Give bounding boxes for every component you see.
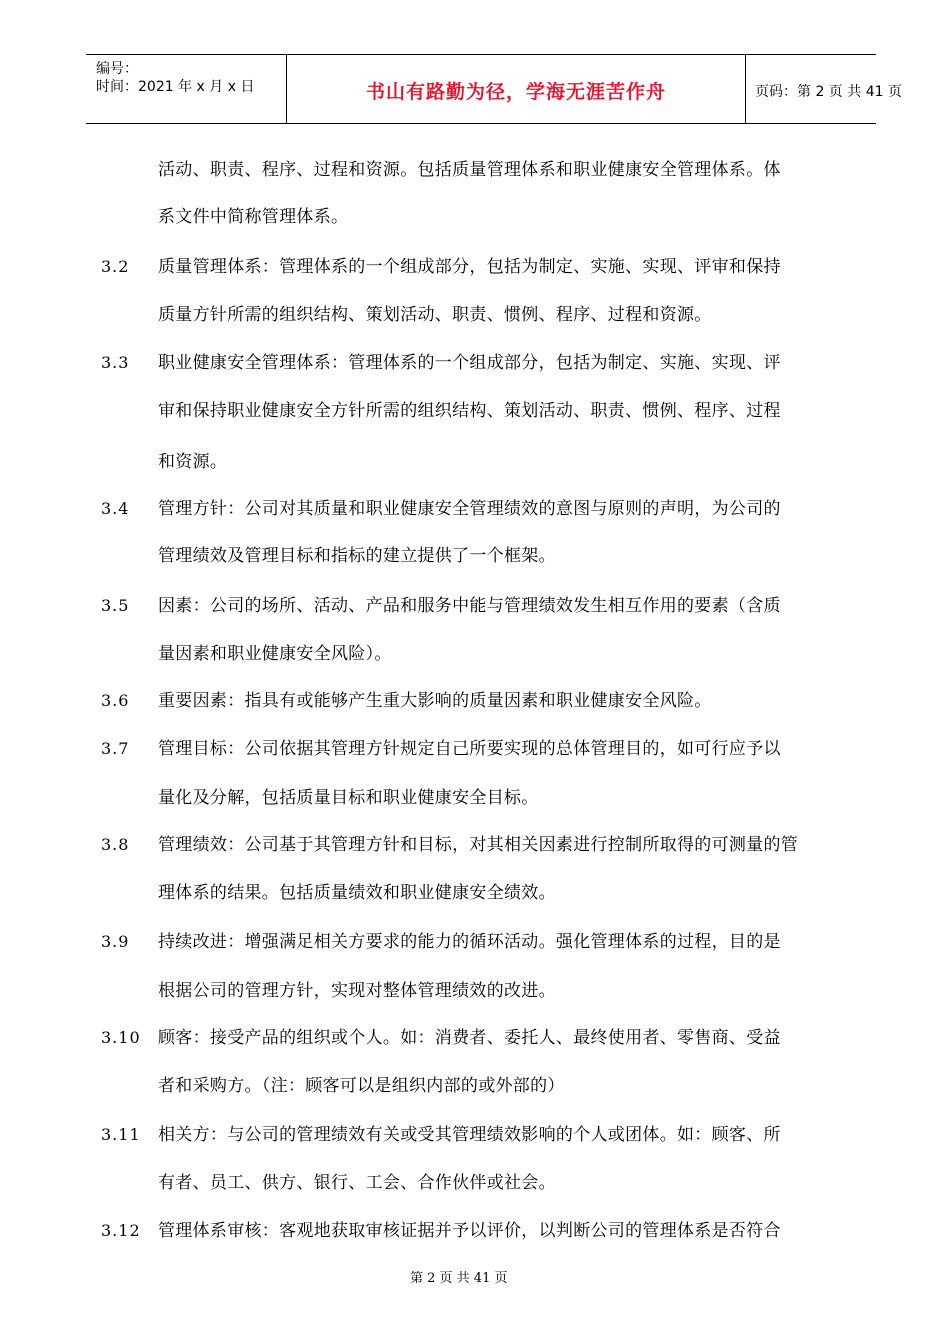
page-footer xyxy=(0,1267,950,1286)
clause-number: 3.5 xyxy=(101,596,130,615)
clause-line: 质量管理体系：管理体系的一个组成部分，包括为制定、实施、实现、评审和保持 xyxy=(158,257,781,277)
clause-line: 量因素和职业健康安全风险）。 xyxy=(158,644,392,664)
clause-line: 理体系的结果。包括质量绩效和职业健康安全绩效。 xyxy=(158,883,556,903)
clause-line: 持续改进：增强满足相关方要求的能力的循环活动。强化管理体系的过程，目的是 xyxy=(158,932,781,952)
clause-number: 3.8 xyxy=(101,835,130,854)
clause-number: 3.9 xyxy=(101,932,130,951)
clause-number: 3.7 xyxy=(101,739,130,758)
clause-line: 重要因素：指具有或能够产生重大影响的质量因素和职业健康安全风险。 xyxy=(158,691,712,711)
date-label: 时间：2021 年 x 月 x 日 xyxy=(96,79,255,95)
clause-number: 3.3 xyxy=(101,353,130,372)
clause-number: 3.12 xyxy=(101,1221,141,1240)
clause-line: 和资源。 xyxy=(158,452,228,472)
clause-line: 管理目标：公司依据其管理方针规定自己所要实现的总体管理目的，如可行应予以 xyxy=(158,739,781,759)
clause-line: 审和保持职业健康安全方针所需的组织结构、策划活动、职责、惯例、程序、过程 xyxy=(158,401,781,421)
intro-line: 系文件中简称管理体系。 xyxy=(158,207,349,227)
clause-line: 者和采购方。（注：顾客可以是组织内部的或外部的） xyxy=(158,1076,565,1096)
header-motto-cell xyxy=(286,55,746,123)
clause-line: 因素：公司的场所、活动、产品和服务中能与管理绩效发生相互作用的要素（含质 xyxy=(158,596,781,616)
clause-line: 管理绩效及管理目标和指标的建立提供了一个框架。 xyxy=(158,546,556,566)
clause-number: 3.6 xyxy=(101,691,130,710)
clause-line: 职业健康安全管理体系：管理体系的一个组成部分，包括为制定、实施、实现、评 xyxy=(158,353,781,373)
header-page-cell xyxy=(745,55,902,123)
page-code: 页码：第 2 页 共 41 页 xyxy=(755,84,902,100)
clause-line: 相关方：与公司的管理绩效有关或受其管理绩效影响的个人或团体。如：顾客、所 xyxy=(158,1125,781,1145)
clause-number: 3.2 xyxy=(101,257,130,276)
clause-number: 3.4 xyxy=(101,499,130,518)
clause-number: 3.11 xyxy=(101,1125,141,1144)
clause-line: 管理绩效：公司基于其管理方针和目标，对其相关因素进行控制所取得的可测量的管 xyxy=(158,835,799,855)
motto-text: 书山有路勤为径，学海无涯苦作舟 xyxy=(365,81,666,103)
footer-page-number: 第 2 页 共 41 页 xyxy=(410,1271,508,1286)
clause-line: 质量方针所需的组织结构、策划活动、职责、惯例、程序、过程和资源。 xyxy=(158,305,712,325)
clause-line: 量化及分解，包括质量目标和职业健康安全目标。 xyxy=(158,788,539,808)
clause-number: 3.10 xyxy=(101,1028,141,1047)
clause-line: 有者、员工、供方、银行、工会、合作伙伴或社会。 xyxy=(158,1173,556,1193)
clause-line: 管理体系审核：客观地获取审核证据并予以评价，以判断公司的管理体系是否符合 xyxy=(158,1221,781,1241)
header-info-cell xyxy=(86,55,286,123)
clause-line: 根据公司的管理方针，实现对整体管理绩效的改进。 xyxy=(158,981,556,1001)
intro-line: 活动、职责、程序、过程和资源。包括质量管理体系和职业健康安全管理体系。体 xyxy=(158,160,781,180)
document-number-label: 编号： xyxy=(96,61,138,77)
page-header xyxy=(86,54,902,124)
clause-line: 顾客：接受产品的组织或个人。如：消费者、委托人、最终使用者、零售商、受益 xyxy=(158,1028,781,1048)
clause-line: 管理方针：公司对其质量和职业健康安全管理绩效的意图与原则的声明，为公司的 xyxy=(158,499,781,519)
